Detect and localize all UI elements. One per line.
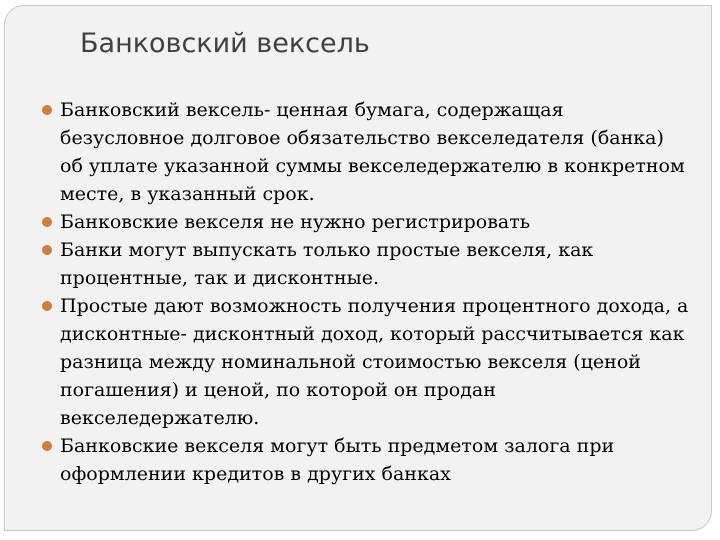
bullet-text: Банковские векселя не нужно регистрировать	[60, 211, 531, 233]
bullet-dot-icon	[42, 245, 52, 255]
bullet-item	[40, 96, 690, 208]
bullet-item	[40, 432, 690, 488]
slide-title: Банковский вексель	[80, 28, 370, 59]
bullet-text: Банки могут выпускать только простые векселя, как процентные, так и дисконтные.	[60, 239, 594, 289]
bullet-dot-icon	[42, 301, 52, 311]
bullet-text: Банковский вексель- ценная бумага, содержащая безусловное долговое обязательство векселедателя (банка) об уплате указанной суммы векселедержателю в конкретном месте, в указанный срок.	[60, 99, 685, 205]
bullet-item	[40, 236, 690, 292]
bullet-item	[40, 208, 690, 236]
bullet-dot-icon	[42, 217, 52, 227]
bullet-text: Банковские векселя могут быть предметом залога при оформлении кредитов в других банках	[60, 435, 615, 485]
bullet-list	[40, 96, 690, 488]
bullet-dot-icon	[42, 105, 52, 115]
bullet-item	[40, 292, 690, 432]
bullet-dot-icon	[42, 441, 52, 451]
bullet-text: Простые дают возможность получения процентного дохода, а дисконтные- дисконтный доход, который рассчитывается как разница между номинальной стоимостью векселя (ценой погашения) и ценой, по которой он продан векселедержателю.	[60, 295, 689, 429]
